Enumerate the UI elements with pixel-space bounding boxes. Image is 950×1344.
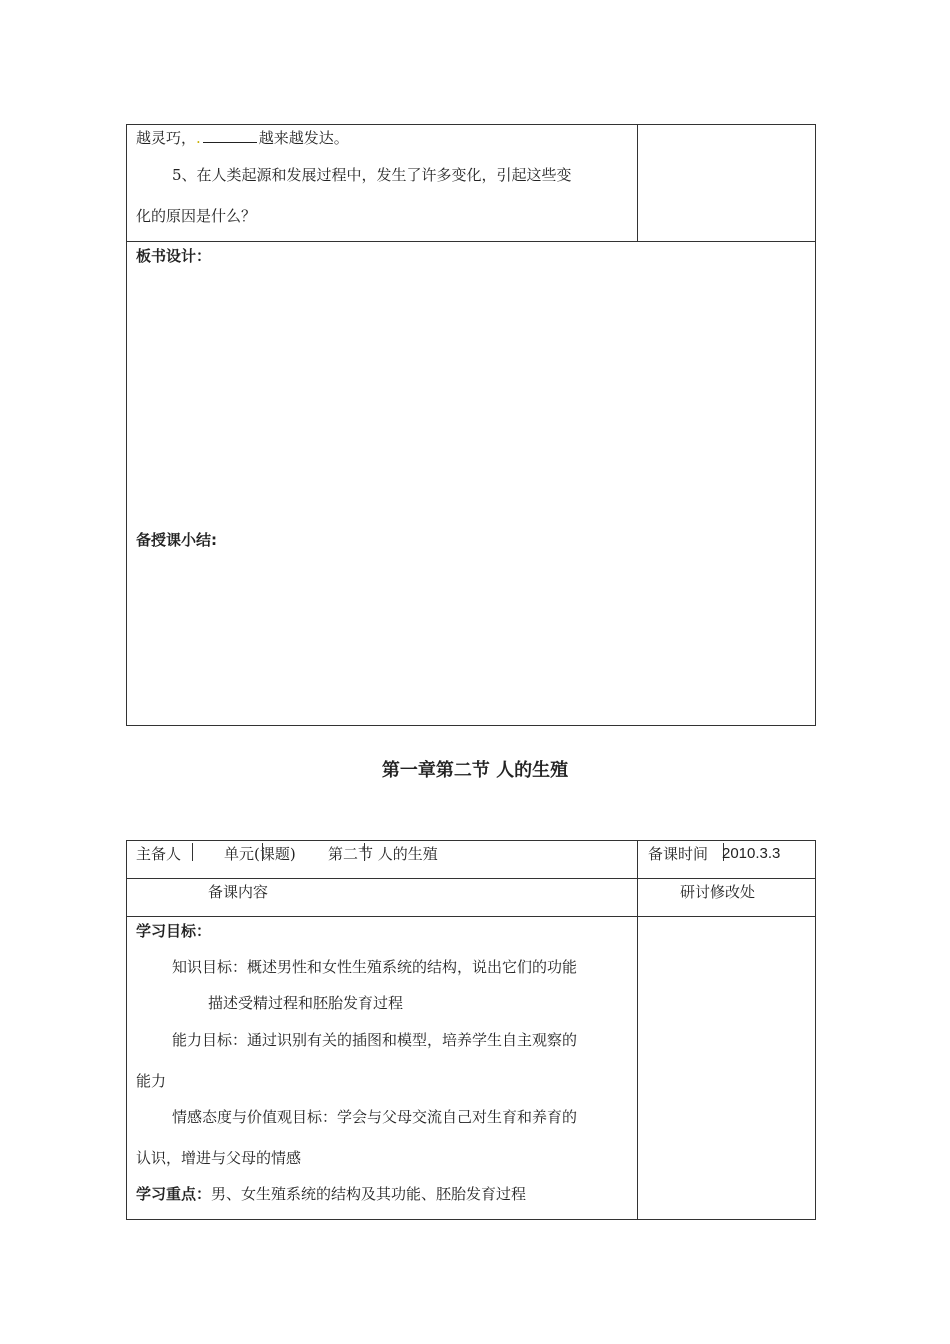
knowledge-goal-line-1: 知识目标：概述男性和女性生殖系统的结构，说出它们的功能 [172, 958, 578, 976]
header-tick-1 [192, 843, 193, 861]
key-points-line [136, 1184, 526, 1204]
key-points-value: 男、女生殖系统的结构及其功能、胚胎发育过程 [211, 1185, 527, 1203]
section-title: 第一章第二节 人的生殖 [381, 760, 569, 781]
key-points-label: 学习重点： [136, 1185, 212, 1203]
header-tick-2 [262, 843, 263, 861]
top-table-column-divider [637, 124, 638, 242]
question-5-line-2: 化的原因是什么？ [136, 207, 257, 225]
fill-in-line [136, 128, 349, 148]
top-table-row-divider [126, 241, 816, 242]
lesson-table-column-divider [637, 840, 638, 1220]
objectives-label: 学习目标： [136, 922, 212, 940]
prep-time-value: 2010.3.3 [722, 845, 781, 862]
question-5-line-1: 5、在人类起源和发展过程中，发生了许多变化，引起这些变 [172, 166, 572, 184]
fill-in-pre: 越灵巧， [136, 129, 197, 147]
column-revision-label: 研讨修改处 [680, 883, 756, 901]
emotion-goal-line-1: 情感态度与价值观目标：学会与父母交流自己对生育和养育的 [172, 1108, 578, 1126]
fill-in-post: 越来越发达。 [258, 129, 349, 147]
preparer-label: 主备人 [136, 845, 182, 863]
fill-in-dot: . [196, 129, 201, 147]
header-tick-3 [364, 843, 365, 861]
unit-label: 单元(课题) [224, 845, 296, 863]
lesson-summary-label: 备授课小结: [136, 531, 217, 549]
ability-goal-line-1: 能力目标：通过识别有关的插图和模型，培养学生自主观察的 [172, 1031, 578, 1049]
lesson-table-subheader-divider [126, 916, 816, 917]
knowledge-goal-line-2: 描述受精过程和胚胎发育过程 [208, 994, 404, 1012]
board-design-label: 板书设计： [136, 247, 212, 265]
lesson-table-header-divider [126, 878, 816, 879]
column-content-label: 备课内容 [208, 883, 269, 901]
unit-value: 第二节 人的生殖 [328, 845, 438, 863]
ability-goal-line-2: 能力 [136, 1072, 167, 1090]
fill-in-blank [203, 128, 257, 143]
prep-time-label: 备课时间 [648, 845, 709, 863]
emotion-goal-line-2: 认识，增进与父母的情感 [136, 1149, 302, 1167]
